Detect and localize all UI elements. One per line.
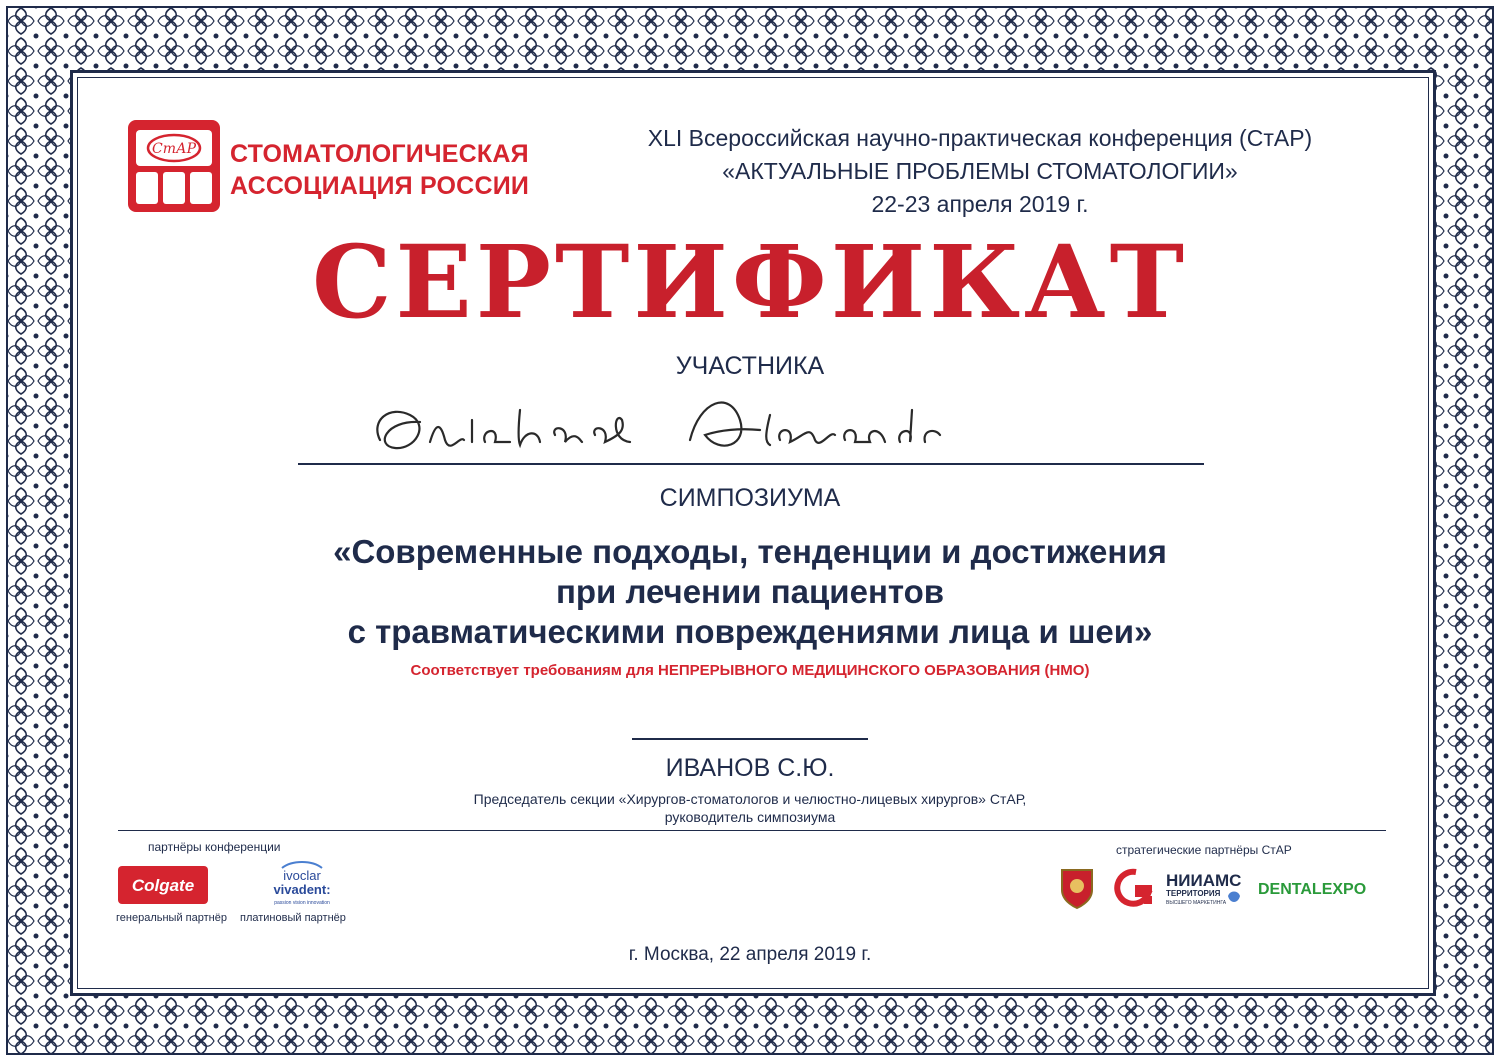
- conference-info: [540, 122, 1420, 221]
- niiams-sub2: ВЫСШЕГО МАРКЕТИНГА: [1166, 900, 1227, 906]
- topic-line2: при лечении пациентов: [555, 573, 945, 610]
- logo-letters: СтАР: [151, 141, 197, 157]
- symposium-topic: [180, 532, 1320, 652]
- participant-name-underline: [298, 463, 1204, 465]
- dentalexpo-logo: DENTALEXPO: [1258, 881, 1367, 898]
- niiams-text: НИИАМС: [1166, 871, 1242, 890]
- topic-line3: с травматическими повреждениями лица и шеи»: [347, 613, 1153, 650]
- general-partner-label: генеральный партнёр: [116, 912, 227, 924]
- colgate-logo-text: Colgate: [131, 876, 195, 895]
- signatory-role: [380, 790, 1120, 826]
- participant-name-text: Obizhaev Alexandr: [360, 380, 369, 381]
- association-name-line2: АССОЦИАЦИЯ РОССИИ: [230, 172, 530, 200]
- participant-label: УЧАСТНИКА: [675, 352, 825, 380]
- strategic-partners-label: стратегические партнёры СтАР: [1116, 843, 1292, 857]
- signatory-name: ИВАНОВ С.Ю.: [665, 754, 835, 782]
- partners-label: партнёры конференции: [148, 840, 281, 854]
- ivoclar-tagline: passion vision innovation: [274, 900, 330, 906]
- strategic-partner-logos: [1058, 862, 1398, 912]
- signature-line: [632, 738, 868, 740]
- symposium-label: СИМПОЗИУМА: [659, 484, 841, 512]
- association-name: [230, 138, 529, 202]
- handwritten-participant-name: [360, 380, 1080, 470]
- star-association-logo: [128, 120, 220, 212]
- ivoclar-line1: ivoclar: [283, 868, 321, 883]
- topic-line1: «Современные подходы, тенденции и достижения: [333, 533, 1167, 570]
- niiams-logo: [1166, 871, 1241, 906]
- platinum-partner-label: платиновый партнёр: [240, 912, 346, 924]
- red-g-logo-icon: [1117, 872, 1152, 904]
- city-and-date: г. Москва, 22 апреля 2019 г.: [628, 944, 872, 965]
- signatory-role-line1: Председатель секции «Хирургов-стоматологов и челюстно-лицевых хирургов» СтАР,: [473, 791, 1027, 807]
- footer-separator: [118, 830, 1386, 831]
- colgate-logo: [118, 866, 208, 904]
- ivoclar-line2: vivadent:: [273, 882, 331, 897]
- certificate-title: СЕРТИФИКАТ: [311, 223, 1189, 341]
- coat-of-arms-icon: [1062, 870, 1092, 908]
- nmo-note: Соответствует требованиям для НЕПРЕРЫВНОГО МЕДИЦИНСКОГО ОБРАЗОВАНИЯ (НМО): [410, 662, 1090, 679]
- conference-dates: 22-23 апреля 2019 г.: [871, 191, 1089, 217]
- conference-line1: XLI Всероссийская научно-практическая конференция (СтАР): [647, 125, 1313, 151]
- niiams-sub1: ТЕРРИТОРИЯ: [1166, 889, 1221, 898]
- conference-line2: «АКТУАЛЬНЫЕ ПРОБЛЕМЫ СТОМАТОЛОГИИ»: [722, 158, 1238, 184]
- signatory-role-line2: руководитель симпозиума: [664, 809, 836, 825]
- association-name-line1: СТОМАТОЛОГИЧЕСКАЯ: [230, 140, 529, 168]
- ivoclar-vivadent-logo: [262, 858, 342, 908]
